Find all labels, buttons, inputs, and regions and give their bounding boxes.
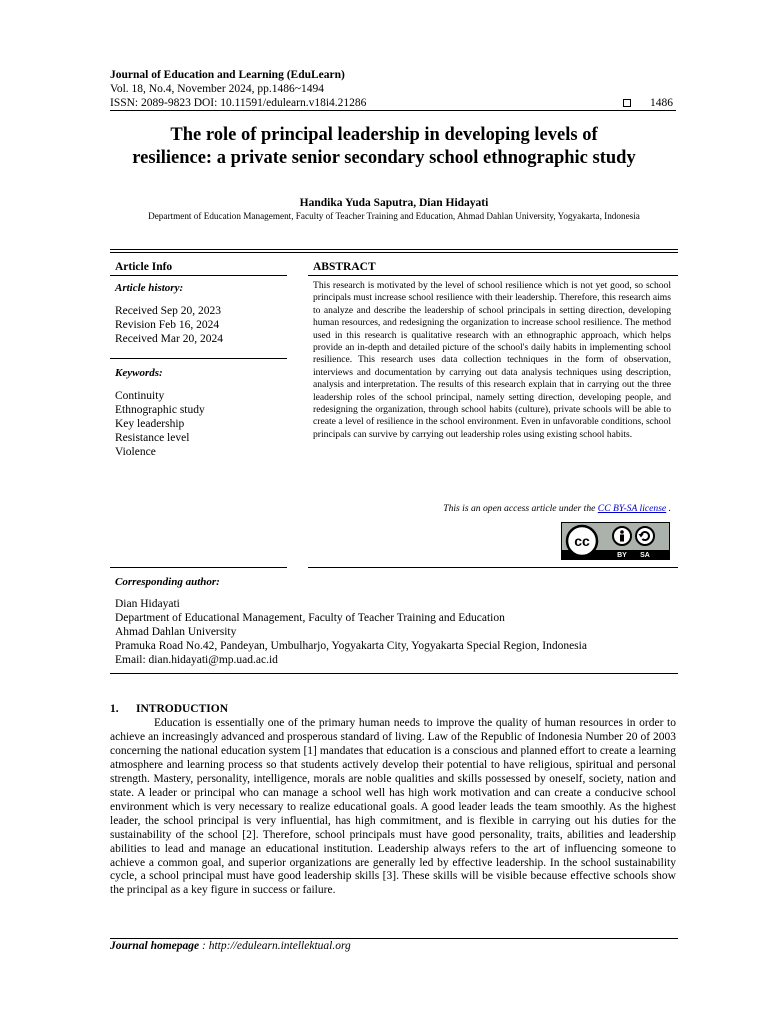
cc-by-sa-badge-graphic <box>562 523 669 559</box>
keywords-label: Keywords: <box>115 367 163 379</box>
corresponding-university: Ahmad Dahlan University <box>115 626 237 638</box>
keyword-item: Resistance level <box>115 432 190 444</box>
article-history-label: Article history: <box>115 282 184 294</box>
header-rule <box>110 110 676 111</box>
affiliation: Department of Education Management, Faculty of Teacher Training and Education, Ahmad Dahlan University, Yogyakarta, Indonesia <box>148 211 640 221</box>
cc-logo-text: cc <box>574 533 590 549</box>
double-rule-top <box>110 249 678 250</box>
keywords-rule <box>110 567 287 568</box>
corresponding-address: Pramuka Road No.42, Pandeyan, Umbulharjo, Yogyakarta City, Yogyakarta Special Region, Indonesia <box>115 640 587 652</box>
homepage-url[interactable]: http://edulearn.intellektual.org <box>208 940 351 952</box>
title-line-2: resilience: a private senior secondary school ethnographic study <box>132 148 636 168</box>
abstract-heading: ABSTRACT <box>313 261 376 273</box>
intro-text: Education is essentially one of the primary human needs to improve the quality of human resources in order to achieve an increasingly advanced and prosperous standard of living. Law of the Republic of Indonesia Number 20 of 2003 concerning the national education system [1] mandates that education is a conscious and planned effort to create a learning atmosphere and learning process so that students actively develop their potential to have religious, spiritual and personal strength. Mastery, personality, intelligence, morals are noble qualities and skills possessed by oneself, society, nation and state. A leader or principal who can manage a school well has high work motivation and can create a conducive school environment which is very necessary to realize educational goals. A good leader leads the team smoothly. As the highest leader, the school principal is very influential, has high commitment, and is flexible in carrying out his duties for the sustainability of the school [2]. Therefore, school principals must have good personality, traits, abilities and leadership abilities to lead and manage an educational institution. Leadership always refers to the art of influencing someone to achieve a common goal, and superior organizations are generally led by effective leadership. In the school sustainability cycle, a school principal must have good leadership skills [3]. These skills will be visible because effective schools show the principal as a key figure in success or failure. <box>110 717 676 897</box>
intro-paragraph <box>110 717 676 898</box>
page-number: 1486 <box>650 97 673 109</box>
open-access-suffix: . <box>666 503 671 514</box>
corresponding-email: Email: dian.hidayati@mp.uad.ac.id <box>115 654 278 666</box>
double-rule-bottom <box>110 252 678 253</box>
corresponding-department: Department of Educational Management, Faculty of Teacher Training and Education <box>115 612 505 624</box>
corresponding-name: Dian Hidayati <box>115 598 180 610</box>
homepage-label: Journal homepage <box>110 940 200 952</box>
homepage-separator: : <box>199 940 209 952</box>
corresponding-label: Corresponding author: <box>115 576 220 588</box>
intro-heading: INTRODUCTION <box>136 703 229 715</box>
license-link[interactable]: CC BY-SA license <box>597 503 667 514</box>
journal-volume: Vol. 18, No.4, November 2024, pp.1486~1494 <box>110 83 324 95</box>
journal-issn-doi: ISSN: 2089-9823 DOI: 10.11591/edulearn.v18i4.21286 <box>110 97 367 109</box>
open-access-prefix: This is an open access article under the <box>443 503 598 514</box>
journal-homepage <box>110 940 351 952</box>
keyword-item: Key leadership <box>115 418 185 430</box>
footer-rule <box>110 938 678 939</box>
journal-name: Journal of Education and Learning (EduLearn) <box>110 69 345 81</box>
author-list: Handika Yuda Saputra, Dian Hidayati <box>299 197 489 209</box>
title-line-1: The role of principal leadership in developing levels of <box>170 125 598 145</box>
keyword-item: Violence <box>115 446 156 458</box>
square-bullet-icon <box>623 99 631 107</box>
revision-date: Revision Feb 16, 2024 <box>115 319 220 331</box>
by-label: BY <box>617 552 627 559</box>
article-info-heading: Article Info <box>115 261 173 273</box>
corresponding-rule <box>110 673 678 674</box>
abstract-bottom-rule <box>308 567 678 568</box>
keyword-item: Ethnographic study <box>115 404 205 416</box>
open-access-note <box>313 503 671 514</box>
accepted-date: Received Mar 20, 2024 <box>115 333 223 345</box>
abstract-text: This research is motivated by the level of school resilience which is not yet good, so school principals must increase school resilience with their leadership. Therefore, this research aims to analyze and describe the leadership of school principals in setting direction, developing human resources, and redesigning the organization to increase school resilience. The method used in this research is qualitative research with an ethnographic approach, which helps provide an in-depth and detailed picture of the school's daily habits in implementing school resilience. This research uses data collection techniques in the form of observation, interviews and documentation by carrying out data analysis techniques using description, analysis and interpretation. The results of this research explain that in carrying out the three leadership roles of the school principal, namely setting direction, developing people, and redesigning the organization, through school habits (culture), private schools will be able to create a level of resilience in the school environment. Even in unfavorable conditions, school principals can survive by carrying out leadership roles using existing school habits. <box>313 280 671 440</box>
abstract-rule <box>308 275 678 276</box>
received-date: Received Sep 20, 2023 <box>115 305 222 317</box>
article-info-rule <box>110 275 287 276</box>
keyword-item: Continuity <box>115 390 165 402</box>
intro-number: 1. <box>110 703 119 715</box>
cc-by-sa-badge[interactable] <box>561 522 670 560</box>
article-title <box>60 124 708 170</box>
sa-label: SA <box>640 552 650 559</box>
history-rule <box>110 358 287 359</box>
